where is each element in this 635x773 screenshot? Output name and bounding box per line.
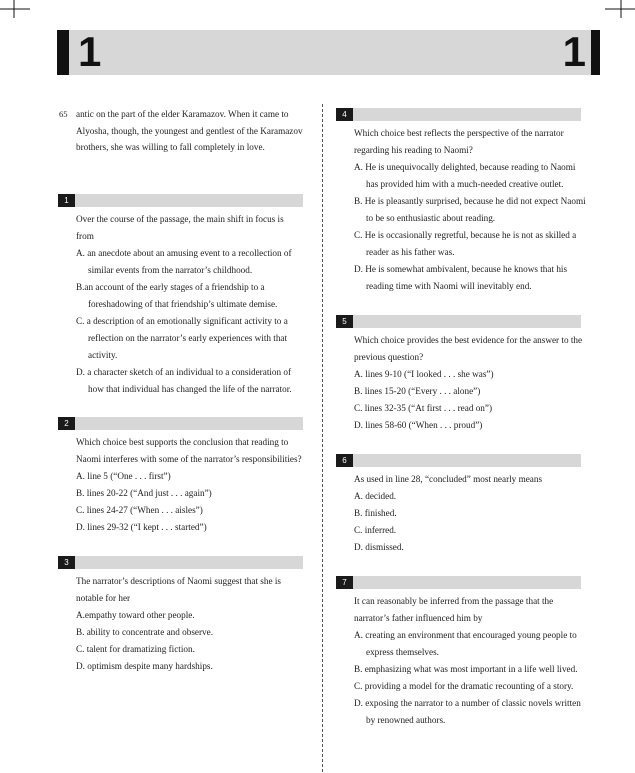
question-stem: As used in line 28, “concluded” most nearly means xyxy=(354,474,543,484)
question-header-bar xyxy=(336,315,581,328)
answer-option-c[interactable]: C. lines 24-27 (“When . . . aisles”) xyxy=(76,505,203,515)
question-header-bar xyxy=(58,194,303,207)
question-header-bar xyxy=(58,417,303,430)
answer-option-c[interactable]: C. talent for dramatizing fiction. xyxy=(76,644,195,654)
question-6 xyxy=(336,454,586,556)
answer-option-a[interactable]: A. creating an environment that encouraged young people to express themselves. xyxy=(354,630,577,657)
question-stem: Over the course of the passage, the main shift in focus is from xyxy=(76,214,284,241)
section-header-bar xyxy=(57,30,600,75)
answer-option-d[interactable]: D. dismissed. xyxy=(354,542,404,552)
question-header-bar xyxy=(336,108,581,121)
answer-option-d[interactable]: D. exposing the narrator to a number of classic novels written by renowned authors. xyxy=(354,698,581,725)
question-stem: Which choice best supports the conclusion that reading to Naomi interferes with some of the narrator’s responsibilities? xyxy=(76,437,302,464)
answer-option-d[interactable]: D. lines 29-32 (“I kept . . . started”) xyxy=(76,522,207,532)
answer-option-b[interactable]: B. ability to concentrate and observe. xyxy=(76,627,214,637)
section-number-right: 1 xyxy=(562,28,586,75)
answer-option-a[interactable]: A. lines 9-10 (“I looked . . . she was”) xyxy=(354,369,494,379)
answer-option-a[interactable]: A. decided. xyxy=(354,491,397,501)
question-header-bar xyxy=(58,556,303,569)
question-5 xyxy=(336,315,586,434)
passage-text: antic on the part of the elder Karamazov. When it came to Alyosha, though, the youngest and gentlest of the Karamazov brothers, she was willing to fall completely in love. xyxy=(76,109,303,152)
question-3 xyxy=(58,556,303,675)
crop-mark-top-left xyxy=(0,0,30,20)
question-stem: Which choice provides the best evidence for the answer to the previous question? xyxy=(354,335,583,362)
answer-option-c[interactable]: C. inferred. xyxy=(354,525,397,535)
answer-option-c[interactable]: C. a description of an emotionally significant activity to a reflection on the narrator’s early experiences with that activity. xyxy=(76,316,288,360)
answer-option-d[interactable]: D. lines 58-60 (“When . . . proud”) xyxy=(354,420,483,430)
answer-option-a[interactable]: A. line 5 (“One . . . first”) xyxy=(76,471,171,481)
header-block-left xyxy=(57,30,69,75)
column-divider xyxy=(322,104,323,772)
crop-mark-top-right xyxy=(605,0,635,20)
question-1 xyxy=(58,194,303,398)
answer-option-b[interactable]: B. lines 20-22 (“And just . . . again”) xyxy=(76,488,212,498)
question-number: 4 xyxy=(336,108,353,121)
answer-option-d[interactable]: D. a character sketch of an individual to a consideration of how that individual has changed the life of the narrator. xyxy=(76,367,292,394)
question-number: 7 xyxy=(336,576,353,589)
answer-option-b[interactable]: B.an account of the early stages of a friendship to a foreshadowing of that friendship’s ultimate demise. xyxy=(76,282,278,309)
answer-option-d[interactable]: D. optimism despite many hardships. xyxy=(76,661,213,671)
answer-option-c[interactable]: C. providing a model for the dramatic recounting of a story. xyxy=(354,681,574,691)
answer-option-c[interactable]: C. lines 32-35 (“At first . . . read on”) xyxy=(354,403,493,413)
question-4 xyxy=(336,108,586,295)
question-stem: It can reasonably be inferred from the passage that the narrator’s father influenced him by xyxy=(354,596,554,623)
answer-option-b[interactable]: B. lines 15-20 (“Every . . . alone”) xyxy=(354,386,481,396)
passage-excerpt xyxy=(59,106,309,156)
question-stem: The narrator’s descriptions of Naomi suggest that she is notable for her xyxy=(76,576,281,603)
question-number: 5 xyxy=(336,315,353,328)
answer-option-a[interactable]: A. an anecdote about an amusing event to a recollection of similar events from the narrator’s childhood. xyxy=(76,248,292,275)
answer-option-a[interactable]: A. He is unequivocally delighted, because reading to Naomi has provided him with a much-needed creative outlet. xyxy=(354,162,576,189)
passage-line-number: 65 xyxy=(59,109,68,119)
answer-option-b[interactable]: B. finished. xyxy=(354,508,397,518)
question-number: 6 xyxy=(336,454,353,467)
question-number: 3 xyxy=(58,556,75,569)
question-number: 2 xyxy=(58,417,75,430)
question-stem: Which choice best reflects the perspective of the narrator regarding his reading to Naomi? xyxy=(354,128,564,155)
question-number: 1 xyxy=(58,194,75,207)
answer-option-d[interactable]: D. He is somewhat ambivalent, because he knows that his reading time with Naomi will inevitably end. xyxy=(354,264,568,291)
question-2 xyxy=(58,417,308,536)
answer-option-b[interactable]: B. emphasizing what was most important in a life well lived. xyxy=(354,664,578,674)
question-header-bar xyxy=(336,576,581,589)
answer-option-a[interactable]: A.empathy toward other people. xyxy=(76,610,195,620)
question-header-bar xyxy=(336,454,581,467)
section-number-left: 1 xyxy=(78,28,102,75)
header-block-right xyxy=(591,30,600,75)
answer-option-b[interactable]: B. He is pleasantly surprised, because he did not expect Naomi to be so enthusiastic about reading. xyxy=(354,196,586,223)
answer-option-c[interactable]: C. He is occasionally regretful, because he is not as skilled a reader as his father was. xyxy=(354,230,577,257)
question-7 xyxy=(336,576,586,729)
